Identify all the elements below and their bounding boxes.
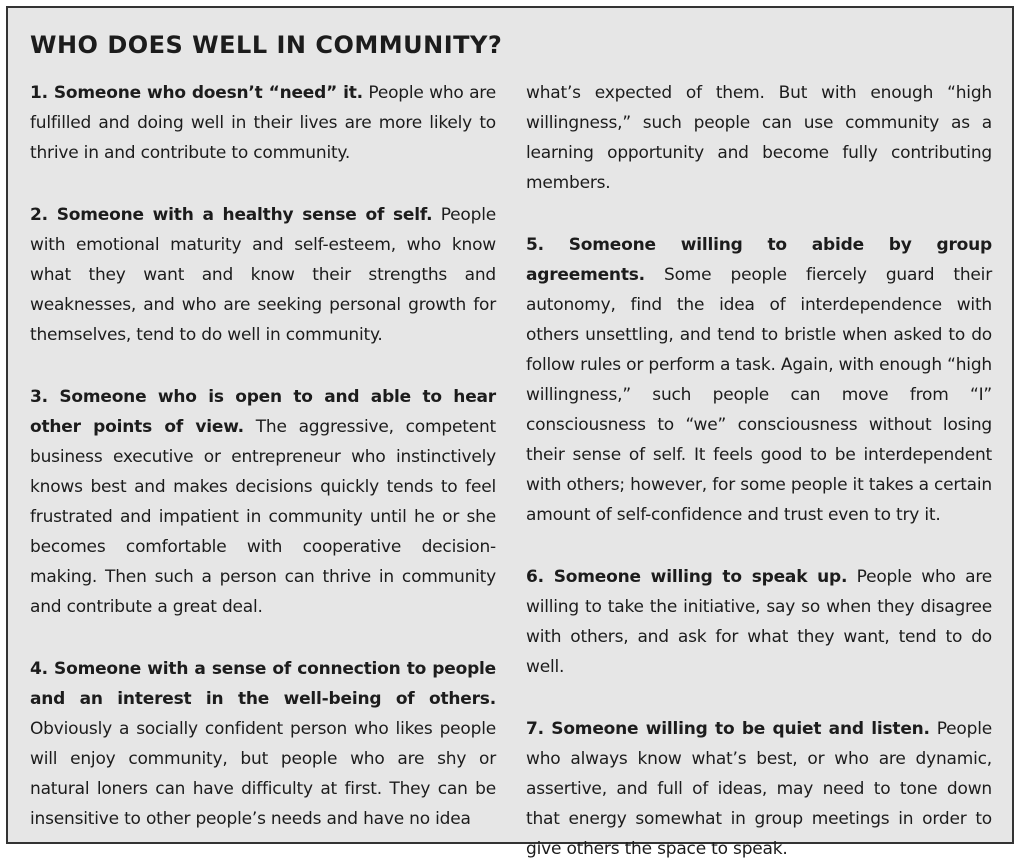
list-item-2	[30, 200, 496, 350]
sidebar-box	[6, 6, 1014, 859]
left-column	[30, 78, 496, 834]
list-item-5	[526, 230, 992, 530]
sidebar-title: WHO DOES WELL IN COMMUNITY?	[30, 31, 503, 59]
list-item-7	[526, 714, 992, 864]
right-column	[526, 78, 992, 864]
item-5-body: Some people fiercely guard their autonomy, find the idea of interdependence with others unsettling, and tend to bristle when asked to do follow rules or perform a task. Again, with enough “high willingness,” such people can move from “I” consciousness to “we” consciousness without losing their sense of self. It feels good to be interdependent with others; however, for some people it takes a certain amount of self-confidence and trust even to try it.	[526, 265, 992, 525]
item-7-body: People who always know what’s best, or who are dynamic, assertive, and full of ideas, may need to tone down that energy somewhat in group meetings in order to give others the space to speak.	[526, 719, 992, 859]
item-4-continuation: what’s expected of them. But with enough “high willingness,” such people can use community as a learning opportunity and become fully contributing members.	[526, 83, 992, 193]
item-5-heading: 5. Someone willing to abide by group agreements.	[526, 235, 992, 285]
item-3-body: The aggressive, competent business executive or entrepreneur who instinctively knows best and makes decisions quickly tends to feel frustrated and impatient in community until he or she becomes comfortable with cooperative decision-making. Then such a person can thrive in community and contribute a great deal.	[30, 417, 496, 617]
list-item-3	[30, 382, 496, 622]
item-1-heading: 1. Someone who doesn’t “need” it.	[30, 83, 363, 103]
item-1-body: People who are fulfilled and doing well in their lives are more likely to thrive in and contribute to community.	[30, 83, 496, 163]
list-item-1	[30, 78, 496, 168]
list-item-4	[30, 654, 496, 834]
list-item-6	[526, 562, 992, 682]
item-6-heading: 6. Someone willing to speak up.	[526, 567, 848, 587]
item-7-heading: 7. Someone willing to be quiet and listen.	[526, 719, 930, 739]
item-4-heading: 4. Someone with a sense of connection to people and an interest in the well-being of others.	[30, 659, 496, 709]
item-2-heading: 2. Someone with a healthy sense of self.	[30, 205, 433, 225]
item-2-body: People with emotional maturity and self-esteem, who know what they want and know their strengths and weaknesses, and who are seeking personal growth for themselves, tend to do well in community.	[30, 205, 496, 345]
item-4-body: Obviously a socially confident person who likes people will enjoy community, but people who are shy or natural loners can have difficulty at first. They can be insensitive to other people’s needs and have no idea	[30, 719, 496, 829]
item-3-heading: 3. Someone who is open to and able to hear other points of view.	[30, 387, 496, 437]
item-6-body: People who are willing to take the initiative, say so when they disagree with others, and ask for what they want, tend to do well.	[526, 567, 992, 677]
